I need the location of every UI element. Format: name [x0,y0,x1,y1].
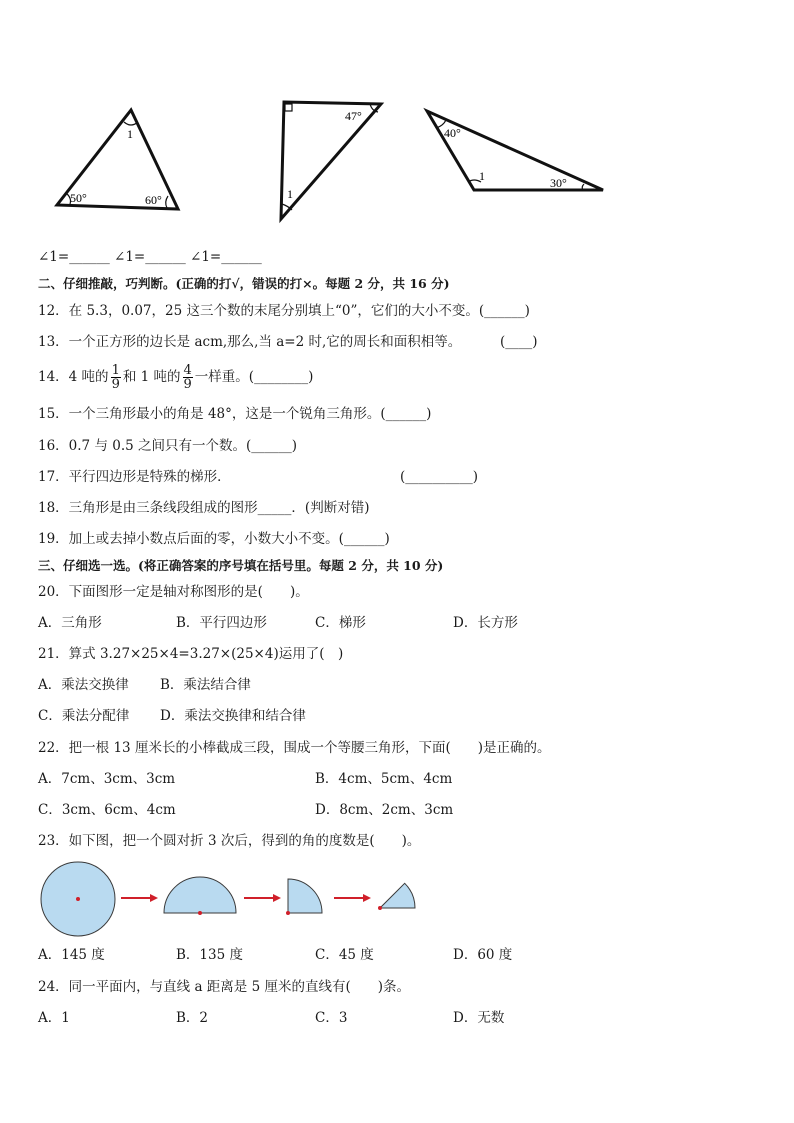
q23-option-b: B．135 度 [176,947,243,963]
question-24: 24．同一平面内，与直线 a 距离是 5 厘米的直线有( )条。 [38,979,411,995]
t3-mid-label: 1 [479,169,485,183]
angle-answer-blanks: ∠1=______ ∠1=______ ∠1=______ [38,249,262,265]
q20-option-a: A．三角形 [38,615,102,631]
triangle-figures [0,0,794,230]
q23-option-a: A．145 度 [38,947,105,963]
question-17-answer-paren: (__________) [400,469,479,485]
quarter-circle-dot [286,911,290,915]
q23-option-c: C．45 度 [315,947,374,963]
fraction-1-9 [111,364,121,391]
question-13-answer-paren: (____) [500,334,538,350]
q24-option-c: C．3 [315,1010,348,1026]
question-21: 21．算式 3.27×25×4=3.27×(25×4)运用了( ) [38,646,344,662]
t1-top-label: 1 [127,127,133,141]
circle-folding-figure [0,860,794,940]
t2-top-label: 47° [345,109,362,123]
t1-left-label: 50° [70,191,87,205]
q22-option-d: D．8cm、2cm、3cm [315,802,454,818]
frac1-numerator: 1 [111,363,120,378]
q14-text-c: 一样重。(________) [194,369,314,385]
question-12: 12．在 5.3，0.07，25 这三个数的末尾分别填上“0”，它们的大小不变。(______) [38,303,530,319]
q14-text-b: 和 1 吨的 [122,369,181,385]
half-circle [164,877,236,913]
question-16: 16．0.7 与 0.5 之间只有一个数。(______) [38,438,298,454]
question-20: 20．下面图形一定是轴对称图形的是( )。 [38,584,309,600]
eighth-circle [380,883,415,908]
t3-left-label: 40° [444,126,461,140]
q20-option-c: C．梯形 [315,615,366,631]
q21-option-c: C．乘法分配律 [38,708,130,724]
q24-option-b: B．2 [176,1010,209,1026]
arrow-2 [244,894,281,902]
quarter-circle [288,879,322,913]
question-15: 15．一个三角形最小的角是 48°，这是一个锐角三角形。(______) [38,406,432,422]
q22-option-a: A．7cm、3cm、3cm [38,771,176,787]
question-18: 18．三角形是由三条线段组成的图形_____．(判断对错) [38,500,370,516]
arrow-3 [334,894,371,902]
half-circle-dot [198,911,202,915]
q21-option-b: B．乘法结合律 [160,677,251,693]
question-14 [38,360,313,394]
triangle-3 [427,111,603,190]
arrow-1 [121,894,158,902]
question-13: 13．一个正方形的边长是 acm,那么,当 a=2 时,它的周长和面积相等。 [38,334,462,350]
t2-bottom-label: 1 [287,187,293,201]
q20-option-d: D．长方形 [453,615,518,631]
q24-option-a: A．1 [38,1010,70,1026]
question-23: 23．如下图，把一个圆对折 3 次后，得到的角的度数是( )。 [38,833,421,849]
fraction-4-9 [183,364,193,391]
question-17: 17．平行四边形是特殊的梯形． [38,469,231,485]
frac2-numerator: 4 [183,363,192,378]
q20-option-b: B．平行四边形 [176,615,267,631]
triangle-2 [281,102,381,219]
section-2-title: 二、仔细推敲，巧判断。(正确的打√，错误的打×。每题 2 分，共 16 分) [38,276,450,291]
q24-option-d: D．无数 [453,1010,505,1026]
t1-right-label: 60° [145,193,162,207]
frac2-denominator: 9 [183,377,192,392]
section-3-title: 三、仔细选一选。(将正确答案的序号填在括号里。每题 2 分，共 10 分) [38,558,444,573]
q14-text-a: 14．4 吨的 [38,369,109,385]
triangle-1 [57,110,178,209]
q23-option-d: D．60 度 [453,947,513,963]
q21-option-d: D．乘法交换律和结合律 [160,708,306,724]
t3-right-label: 30° [550,176,567,190]
circle-center-dot [76,897,80,901]
question-22: 22．把一根 13 厘米长的小棒截成三段，围成一个等腰三角形，下面( )是正确的。 [38,740,551,756]
question-19: 19．加上或去掉小数点后面的零，小数大小不变。(______) [38,531,390,547]
frac1-denominator: 9 [111,377,120,392]
q22-option-b: B．4cm、5cm、4cm [315,771,453,787]
eighth-circle-dot [378,906,382,910]
q22-option-c: C．3cm、6cm、4cm [38,802,176,818]
q21-option-a: A．乘法交换律 [38,677,129,693]
